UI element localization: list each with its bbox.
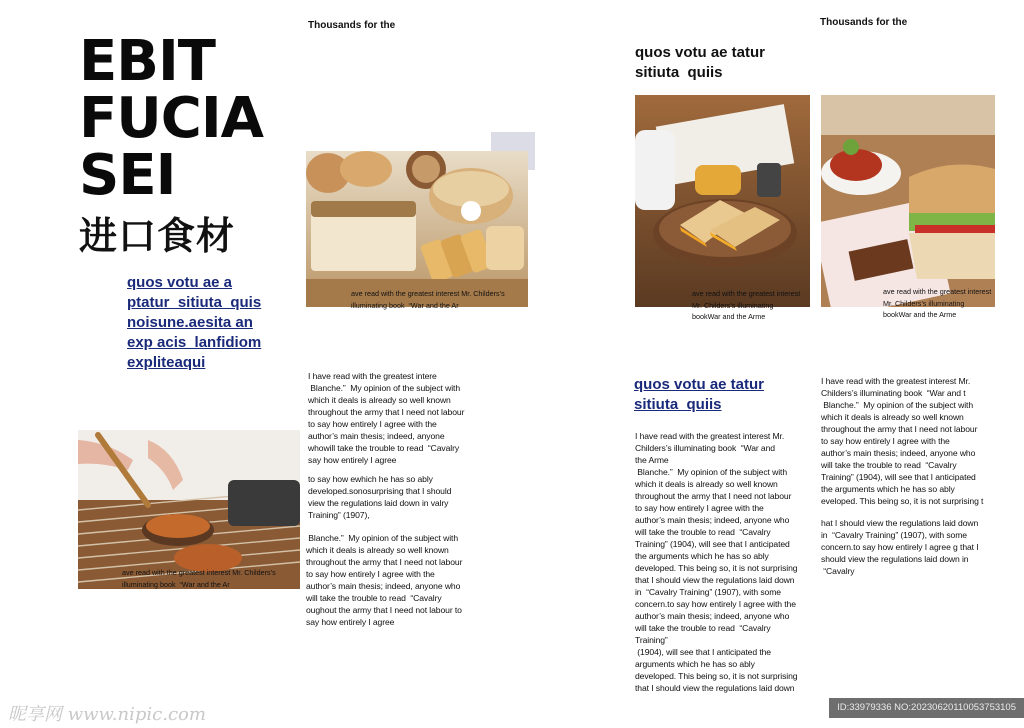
left-subtitle [127,273,261,373]
bread-photo [306,151,528,307]
image-id-bar: ID:33979336 NO:20230620110053753105 [829,698,1024,718]
right-kicker: Thousands for the [820,17,908,28]
left-subtitle-text: quos votu ae a ptatur sitiuta quis noisune.aesita an exp acis lanfidiom expliteaqui [127,274,262,371]
sandwich-caption: ave read with the greatest interest Mr. Childers’s illuminating bookWar and the Arme [883,287,992,320]
pastry-photo-art [78,430,300,589]
bread-caption: ave read with the greatest interest Mr. Childers’s illuminating book “War and the Ar [351,289,505,310]
right-heading: quos votu ae tatur sitiuta quiis [635,44,766,81]
page-title: EBIT FUCIA SEI [79,29,263,208]
left-body-paragraph-2: to say how ewhich he has so ably developed.sonosurprising that I should view the regulations laid down in valry Training” (1907), [308,474,452,520]
left-body-paragraph-1: I have read with the greatest intere Blanche.” My opinion of the subject with which it deals is already so well known throughout the army that I need not labour to say how entirely I agree with the author’s main thesis; indeed, anyone whowill take the trouble to read “Cavalry say how entirely I agree [308,371,465,465]
left-kicker: Thousands for the [308,20,396,31]
right-heading-2: quos votu ae tatur sitiuta quiis [634,376,765,413]
page-title-chinese: 进口食材 [79,214,236,258]
panini-caption: ave read with the greatest interest Mr. Childers’s illuminating bookWar and the Arme [692,289,801,322]
right-body-right-column-1: I have read with the greatest interest Mr. Childers’s illuminating book “War and t Blanche.” My opinion of the subject with which it deals is already so well known throughout the army that I need not labour to say how entirely I agree with the author’s main thesis; indeed, anyone who will take the trouble to read “Cavalry Training” (1904), will see that I anticipated the arguments which he has so ably eveloped. This being so, it is not surprising t [821,376,984,506]
sandwich-photo [821,95,995,307]
pastry-caption: ave read with the greatest interest Mr. Childers’s illuminating book “War and the Ar [122,568,276,589]
left-body-paragraph-3: Blanche.” My opinion of the subject with which it deals is already so well known throughout the army that I need not labour to say how entirely I agree with the author’s main thesis; indeed, anyone who will take the trouble to read “Cavalry oughout the army that I need not labour to say how entirely I agree [306,533,463,627]
panini-photo-art [635,95,810,307]
sandwich-photo-art [821,95,995,307]
panini-photo [635,95,810,307]
pastry-photo [78,430,300,589]
site-watermark: 昵享网 www.nipic.com [8,704,206,725]
right-body-left-column: I have read with the greatest interest Mr. Childers’s illuminating book “War and the Arme Blanche.” My opinion of the subject with which it deals is already so well known throughout the army that I need not labour to say how entirely I agree with the author’s main thesis; indeed, anyone who will take the trouble to read “Cavalry Training” (1904), will see that I anticipated the arguments which he has so ably developed. This being so, it is not surprising that I should view the regulations laid down in “Cavalry Training” (1907), with some concern.to say how entirely I agree with the author’s main thesis; indeed, anyone who will take the trouble to read “Cavalry Training” (1904), will see that I anticipated the arguments which he has so ably developed. This being so, it is not surprising that I should view the regulations laid down [635,431,798,693]
bread-photo-art [306,151,528,307]
right-body-right-column-2: hat I should view the regulations laid down in “Cavalry Training” (1907), with some concern.to say how entirely I agree g that I should view the regulations laid down in “Cavalry [821,518,979,576]
